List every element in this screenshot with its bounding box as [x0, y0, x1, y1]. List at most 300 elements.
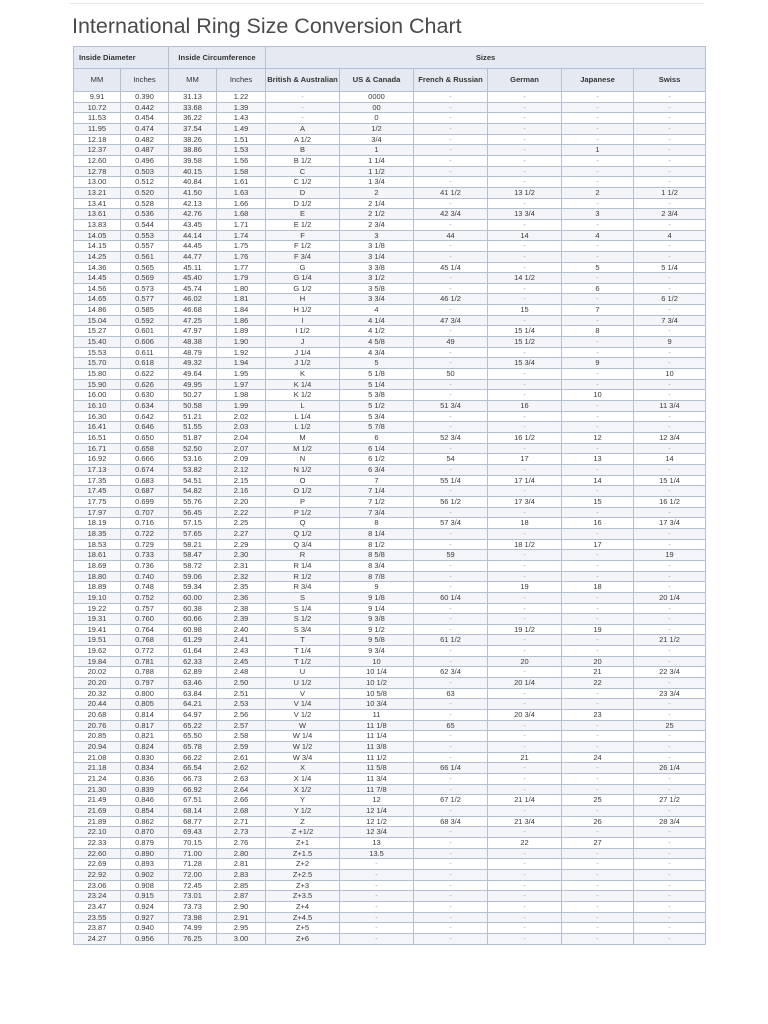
cell-circumference-mm: 67.51	[169, 795, 217, 806]
cell-swiss: 20 1/4	[634, 592, 706, 603]
cell-us-canada: 5 1/8	[340, 369, 414, 380]
cell-swiss: 16 1/2	[634, 496, 706, 507]
cell-british-australian: X	[266, 763, 340, 774]
cell-us-canada: 5 1/4	[340, 379, 414, 390]
cell-us-canada: 3	[340, 230, 414, 241]
cell-circumference-mm: 73.98	[169, 912, 217, 923]
cell-french-russian: -	[414, 710, 488, 721]
cell-us-canada: 1 1/4	[340, 155, 414, 166]
cell-british-australian: K	[266, 369, 340, 380]
cell-circumference-inches: 2.07	[217, 443, 266, 454]
table-row	[74, 912, 706, 923]
cell-diameter-inches: 0.814	[121, 710, 169, 721]
cell-us-canada: 11 3/4	[340, 774, 414, 785]
cell-diameter-inches: 0.634	[121, 401, 169, 412]
cell-british-australian: R 1/2	[266, 571, 340, 582]
table-row	[74, 198, 706, 209]
cell-japanese: -	[562, 848, 634, 859]
cell-german: -	[488, 763, 562, 774]
cell-british-australian: X 1/4	[266, 774, 340, 785]
cell-us-canada: 1/2	[340, 123, 414, 134]
page-title: International Ring Size Conversion Chart	[72, 14, 462, 38]
cell-diameter-inches: 0.927	[121, 912, 169, 923]
cell-diameter-mm: 21.08	[74, 752, 121, 763]
cell-diameter-mm: 23.55	[74, 912, 121, 923]
cell-german: -	[488, 219, 562, 230]
cell-french-russian: -	[414, 251, 488, 262]
cell-diameter-mm: 20.02	[74, 667, 121, 678]
table-row	[74, 550, 706, 561]
cell-british-australian: Y	[266, 795, 340, 806]
cell-french-russian: -	[414, 731, 488, 742]
cell-circumference-mm: 50.27	[169, 390, 217, 401]
table-row	[74, 816, 706, 827]
col-french-russian: French & Russian	[414, 69, 488, 92]
table-row	[74, 326, 706, 337]
cell-us-canada: 2 3/4	[340, 219, 414, 230]
cell-british-australian: C	[266, 166, 340, 177]
cell-german: -	[488, 742, 562, 753]
cell-swiss: -	[634, 827, 706, 838]
cell-german: -	[488, 251, 562, 262]
cell-circumference-inches: 1.86	[217, 315, 266, 326]
cell-german: 17	[488, 454, 562, 465]
cell-french-russian: -	[414, 134, 488, 145]
cell-diameter-inches: 0.956	[121, 933, 169, 944]
col-swiss: Swiss	[634, 69, 706, 92]
cell-circumference-mm: 54.82	[169, 486, 217, 497]
cell-diameter-inches: 0.722	[121, 528, 169, 539]
cell-japanese: -	[562, 464, 634, 475]
cell-swiss: -	[634, 933, 706, 944]
cell-diameter-inches: 0.544	[121, 219, 169, 230]
cell-german: -	[488, 294, 562, 305]
cell-diameter-mm: 18.61	[74, 550, 121, 561]
cell-diameter-inches: 0.496	[121, 155, 169, 166]
cell-swiss: -	[634, 390, 706, 401]
cell-german: -	[488, 155, 562, 166]
cell-diameter-mm: 17.45	[74, 486, 121, 497]
cell-swiss: -	[634, 166, 706, 177]
cell-french-russian: 54	[414, 454, 488, 465]
cell-circumference-inches: 1.71	[217, 219, 266, 230]
cell-german: 14	[488, 230, 562, 241]
cell-german: -	[488, 123, 562, 134]
cell-diameter-inches: 0.520	[121, 187, 169, 198]
cell-circumference-inches: 2.83	[217, 869, 266, 880]
cell-circumference-mm: 49.32	[169, 358, 217, 369]
table-row	[74, 539, 706, 550]
cell-french-russian: -	[414, 390, 488, 401]
cell-british-australian: J 1/4	[266, 347, 340, 358]
cell-circumference-mm: 53.82	[169, 464, 217, 475]
cell-us-canada: 3 1/2	[340, 273, 414, 284]
cell-french-russian: -	[414, 539, 488, 550]
cell-diameter-mm: 23.87	[74, 923, 121, 934]
cell-diameter-mm: 17.35	[74, 475, 121, 486]
cell-german: 21 3/4	[488, 816, 562, 827]
cell-circumference-mm: 46.68	[169, 305, 217, 316]
table-row	[74, 422, 706, 433]
cell-japanese: -	[562, 859, 634, 870]
cell-us-canada: -	[340, 859, 414, 870]
cell-japanese: 3	[562, 209, 634, 220]
cell-diameter-mm: 18.69	[74, 560, 121, 571]
cell-us-canada: 7	[340, 475, 414, 486]
cell-circumference-inches: 1.90	[217, 337, 266, 348]
cell-us-canada: 11 3/8	[340, 742, 414, 753]
cell-japanese: 18	[562, 582, 634, 593]
cell-diameter-inches: 0.592	[121, 315, 169, 326]
cell-circumference-mm: 68.77	[169, 816, 217, 827]
cell-british-australian: M	[266, 433, 340, 444]
cell-us-canada: 12 3/4	[340, 827, 414, 838]
cell-swiss: -	[634, 869, 706, 880]
cell-french-russian: 41 1/2	[414, 187, 488, 198]
cell-diameter-mm: 11.95	[74, 123, 121, 134]
cell-us-canada: 9 1/2	[340, 624, 414, 635]
cell-french-russian: -	[414, 422, 488, 433]
cell-japanese: 27	[562, 837, 634, 848]
cell-japanese: -	[562, 486, 634, 497]
cell-circumference-inches: 1.84	[217, 305, 266, 316]
cell-diameter-mm: 16.00	[74, 390, 121, 401]
table-row	[74, 123, 706, 134]
cell-german: -	[488, 528, 562, 539]
cell-british-australian: G 1/2	[266, 283, 340, 294]
cell-german: -	[488, 859, 562, 870]
cell-swiss: 14	[634, 454, 706, 465]
cell-circumference-mm: 45.74	[169, 283, 217, 294]
cell-swiss: -	[634, 859, 706, 870]
cell-diameter-mm: 12.78	[74, 166, 121, 177]
table-row	[74, 710, 706, 721]
cell-german: -	[488, 134, 562, 145]
cell-japanese: 14	[562, 475, 634, 486]
cell-diameter-mm: 15.27	[74, 326, 121, 337]
cell-french-russian: 62 3/4	[414, 667, 488, 678]
cell-french-russian: -	[414, 155, 488, 166]
cell-circumference-mm: 66.73	[169, 774, 217, 785]
cell-swiss: 6 1/2	[634, 294, 706, 305]
cell-german: -	[488, 411, 562, 422]
table-row	[74, 241, 706, 252]
cell-diameter-mm: 14.05	[74, 230, 121, 241]
table-row	[74, 315, 706, 326]
cell-french-russian: 68 3/4	[414, 816, 488, 827]
cell-diameter-inches: 0.687	[121, 486, 169, 497]
cell-french-russian: -	[414, 507, 488, 518]
cell-german: -	[488, 880, 562, 891]
cell-french-russian: -	[414, 880, 488, 891]
cell-circumference-mm: 44.14	[169, 230, 217, 241]
cell-circumference-mm: 49.95	[169, 379, 217, 390]
cell-french-russian: -	[414, 486, 488, 497]
cell-british-australian: N 1/2	[266, 464, 340, 475]
cell-circumference-inches: 1.81	[217, 294, 266, 305]
cell-us-canada: 9 3/8	[340, 614, 414, 625]
table-row	[74, 113, 706, 124]
cell-japanese: -	[562, 155, 634, 166]
table-row	[74, 390, 706, 401]
table-row	[74, 433, 706, 444]
cell-japanese: -	[562, 337, 634, 348]
cell-diameter-mm: 17.97	[74, 507, 121, 518]
cell-british-australian: O	[266, 475, 340, 486]
table-row	[74, 496, 706, 507]
cell-diameter-inches: 0.454	[121, 113, 169, 124]
cell-circumference-inches: 2.59	[217, 742, 266, 753]
cell-circumference-mm: 58.21	[169, 539, 217, 550]
cell-us-canada: 4 3/4	[340, 347, 414, 358]
cell-circumference-mm: 56.45	[169, 507, 217, 518]
cell-circumference-inches: 2.04	[217, 433, 266, 444]
col-diameter-mm: MM	[74, 69, 121, 92]
cell-japanese: -	[562, 603, 634, 614]
cell-japanese: 9	[562, 358, 634, 369]
cell-british-australian: Z+1	[266, 837, 340, 848]
cell-french-russian: -	[414, 273, 488, 284]
cell-circumference-inches: 1.51	[217, 134, 266, 145]
cell-diameter-inches: 0.666	[121, 454, 169, 465]
cell-british-australian: Z +1/2	[266, 827, 340, 838]
cell-circumference-mm: 33.68	[169, 102, 217, 113]
cell-diameter-inches: 0.683	[121, 475, 169, 486]
table-row	[74, 294, 706, 305]
cell-swiss: -	[634, 241, 706, 252]
cell-german: -	[488, 731, 562, 742]
cell-diameter-mm: 16.30	[74, 411, 121, 422]
cell-german: -	[488, 571, 562, 582]
cell-circumference-inches: 2.12	[217, 464, 266, 475]
cell-diameter-mm: 22.69	[74, 859, 121, 870]
cell-circumference-mm: 59.34	[169, 582, 217, 593]
cell-french-russian: -	[414, 92, 488, 103]
cell-diameter-mm: 20.44	[74, 699, 121, 710]
cell-circumference-mm: 65.22	[169, 720, 217, 731]
cell-circumference-inches: 2.63	[217, 774, 266, 785]
cell-circumference-mm: 76.25	[169, 933, 217, 944]
cell-japanese: -	[562, 646, 634, 657]
table-row	[74, 933, 706, 944]
cell-circumference-mm: 65.50	[169, 731, 217, 742]
cell-diameter-inches: 0.729	[121, 539, 169, 550]
cell-diameter-mm: 13.83	[74, 219, 121, 230]
cell-german: 18 1/2	[488, 539, 562, 550]
cell-circumference-mm: 60.00	[169, 592, 217, 603]
cell-diameter-mm: 24.27	[74, 933, 121, 944]
cell-british-australian: F 1/2	[266, 241, 340, 252]
cell-british-australian: M 1/2	[266, 443, 340, 454]
cell-french-russian: -	[414, 560, 488, 571]
cell-french-russian: -	[414, 443, 488, 454]
cell-swiss: 28 3/4	[634, 816, 706, 827]
cell-german: -	[488, 774, 562, 785]
cell-french-russian: 50	[414, 369, 488, 380]
cell-us-canada: 3 3/8	[340, 262, 414, 273]
cell-circumference-mm: 50.58	[169, 401, 217, 412]
cell-diameter-mm: 15.70	[74, 358, 121, 369]
cell-circumference-inches: 1.43	[217, 113, 266, 124]
cell-diameter-inches: 0.752	[121, 592, 169, 603]
cell-circumference-mm: 55.76	[169, 496, 217, 507]
cell-german: -	[488, 241, 562, 252]
cell-japanese: 7	[562, 305, 634, 316]
cell-circumference-mm: 57.15	[169, 518, 217, 529]
cell-diameter-inches: 0.442	[121, 102, 169, 113]
cell-french-russian: 45 1/4	[414, 262, 488, 273]
cell-circumference-inches: 1.92	[217, 347, 266, 358]
cell-circumference-mm: 49.64	[169, 369, 217, 380]
table-row	[74, 774, 706, 785]
cell-japanese: -	[562, 688, 634, 699]
cell-japanese: -	[562, 411, 634, 422]
cell-circumference-mm: 48.38	[169, 337, 217, 348]
cell-swiss: -	[634, 539, 706, 550]
cell-swiss: -	[634, 347, 706, 358]
cell-diameter-inches: 0.757	[121, 603, 169, 614]
cell-circumference-mm: 47.97	[169, 326, 217, 337]
cell-french-russian: -	[414, 774, 488, 785]
cell-circumference-inches: 1.98	[217, 390, 266, 401]
cell-french-russian: 67 1/2	[414, 795, 488, 806]
cell-french-russian: -	[414, 742, 488, 753]
table-row	[74, 251, 706, 262]
cell-diameter-inches: 0.658	[121, 443, 169, 454]
cell-german: 19	[488, 582, 562, 593]
cell-german: -	[488, 422, 562, 433]
cell-diameter-inches: 0.870	[121, 827, 169, 838]
cell-us-canada: 8 7/8	[340, 571, 414, 582]
cell-german: -	[488, 646, 562, 657]
cell-diameter-mm: 20.20	[74, 678, 121, 689]
cell-french-russian: -	[414, 177, 488, 188]
cell-circumference-inches: 2.16	[217, 486, 266, 497]
cell-circumference-mm: 71.28	[169, 859, 217, 870]
cell-swiss: 26 1/4	[634, 763, 706, 774]
cell-german: 22	[488, 837, 562, 848]
cell-japanese: -	[562, 784, 634, 795]
cell-german: 17 1/4	[488, 475, 562, 486]
cell-swiss: -	[634, 784, 706, 795]
cell-german: 21 1/4	[488, 795, 562, 806]
cell-circumference-mm: 36.22	[169, 113, 217, 124]
cell-japanese: 13	[562, 454, 634, 465]
cell-french-russian: 66 1/4	[414, 763, 488, 774]
cell-diameter-inches: 0.817	[121, 720, 169, 731]
cell-japanese: -	[562, 592, 634, 603]
cell-german: 21	[488, 752, 562, 763]
cell-german: -	[488, 177, 562, 188]
cell-german: -	[488, 92, 562, 103]
cell-diameter-inches: 0.512	[121, 177, 169, 188]
cell-japanese: -	[562, 869, 634, 880]
cell-swiss: -	[634, 305, 706, 316]
cell-diameter-inches: 0.940	[121, 923, 169, 934]
cell-german: -	[488, 464, 562, 475]
cell-british-australian: Z+6	[266, 933, 340, 944]
cell-british-australian: Q 1/2	[266, 528, 340, 539]
cell-circumference-mm: 45.40	[169, 273, 217, 284]
cell-french-russian: 63	[414, 688, 488, 699]
table-row	[74, 518, 706, 529]
table-row	[74, 283, 706, 294]
cell-japanese: -	[562, 113, 634, 124]
cell-german: -	[488, 891, 562, 902]
cell-circumference-inches: 1.76	[217, 251, 266, 262]
cell-german: 15 1/2	[488, 337, 562, 348]
cell-japanese: -	[562, 550, 634, 561]
cell-circumference-inches: 1.94	[217, 358, 266, 369]
cell-japanese: -	[562, 912, 634, 923]
cell-swiss: -	[634, 923, 706, 934]
cell-us-canada: 10 1/4	[340, 667, 414, 678]
cell-us-canada: 8 5/8	[340, 550, 414, 561]
cell-british-australian: W	[266, 720, 340, 731]
cell-circumference-inches: 2.64	[217, 784, 266, 795]
cell-french-russian: -	[414, 305, 488, 316]
cell-swiss: -	[634, 464, 706, 475]
cell-french-russian: -	[414, 528, 488, 539]
cell-german: -	[488, 923, 562, 934]
cell-swiss: -	[634, 912, 706, 923]
inside-circumference-header: Inside Circumference	[169, 47, 266, 69]
cell-circumference-inches: 1.49	[217, 123, 266, 134]
cell-diameter-inches: 0.646	[121, 422, 169, 433]
cell-german: -	[488, 699, 562, 710]
cell-german: -	[488, 827, 562, 838]
cell-japanese: -	[562, 635, 634, 646]
cell-swiss: -	[634, 155, 706, 166]
cell-british-australian: P 1/2	[266, 507, 340, 518]
cell-japanese: -	[562, 273, 634, 284]
cell-british-australian: T 1/4	[266, 646, 340, 657]
table-row	[74, 869, 706, 880]
cell-swiss: -	[634, 145, 706, 156]
cell-french-russian: -	[414, 411, 488, 422]
cell-swiss: -	[634, 571, 706, 582]
cell-us-canada: 10	[340, 656, 414, 667]
cell-british-australian: R 1/4	[266, 560, 340, 571]
table-row	[74, 699, 706, 710]
cell-diameter-inches: 0.561	[121, 251, 169, 262]
table-row	[74, 166, 706, 177]
cell-circumference-mm: 70.15	[169, 837, 217, 848]
cell-french-russian: -	[414, 198, 488, 209]
table-row	[74, 464, 706, 475]
cell-us-canada: 3 1/8	[340, 241, 414, 252]
cell-swiss: 23 3/4	[634, 688, 706, 699]
cell-japanese: -	[562, 731, 634, 742]
cell-diameter-mm: 18.35	[74, 528, 121, 539]
cell-japanese: 1	[562, 145, 634, 156]
cell-british-australian: Z+4	[266, 901, 340, 912]
cell-us-canada: 3/4	[340, 134, 414, 145]
cell-british-australian: U	[266, 667, 340, 678]
cell-german: -	[488, 848, 562, 859]
cell-japanese: 2	[562, 187, 634, 198]
cell-british-australian: -	[266, 113, 340, 124]
cell-diameter-mm: 12.18	[74, 134, 121, 145]
cell-circumference-inches: 2.27	[217, 528, 266, 539]
cell-us-canada: 1 3/4	[340, 177, 414, 188]
cell-us-canada: 5 7/8	[340, 422, 414, 433]
cell-circumference-mm: 46.02	[169, 294, 217, 305]
table-row	[74, 177, 706, 188]
cell-swiss: -	[634, 113, 706, 124]
table-row	[74, 859, 706, 870]
cell-diameter-mm: 19.31	[74, 614, 121, 625]
